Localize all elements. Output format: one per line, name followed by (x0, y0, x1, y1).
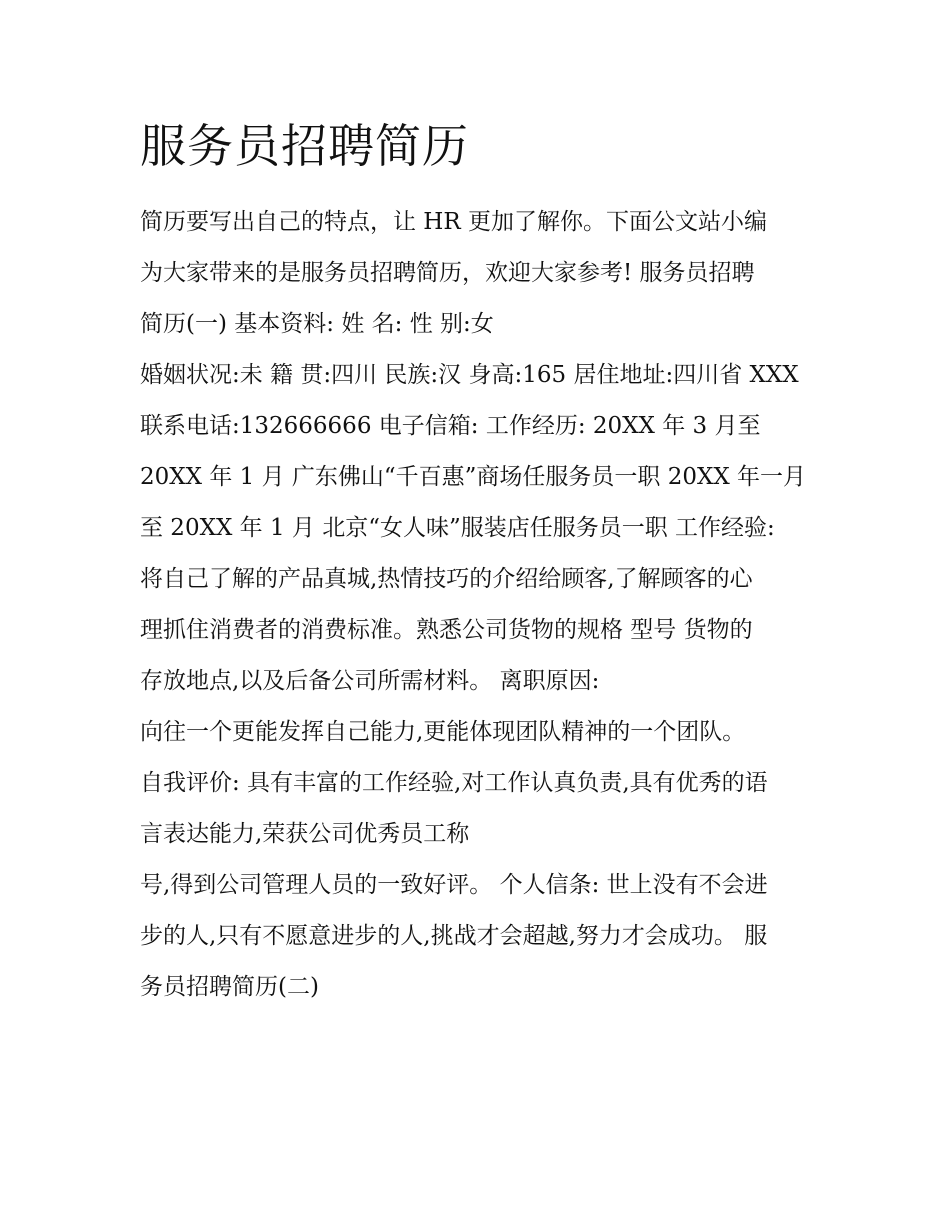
body-line: 务员招聘简历(二) (140, 974, 319, 1000)
body-line: 存放地点,以及后备公司所需材料。 离职原因: (140, 668, 600, 694)
body-line: 理抓住消费者的消费标准。熟悉公司货物的规格 型号 货物的 (140, 617, 753, 643)
body-line: 简历(一) 基本资料: 姓 名: 性 别:女 (140, 311, 494, 337)
body-line: 20XX 年 1 月 广东佛山“千百惠”商场任服务员一职 20XX 年一月 (140, 464, 807, 490)
body-line: 自我评价: 具有丰富的工作经验,对工作认真负责,具有优秀的语 (140, 770, 768, 796)
body-line: 步的人,只有不愿意进步的人,挑战才会超越,努力才会成功。 服 (140, 923, 768, 949)
body-line: 为大家带来的是服务员招聘简历，欢迎大家参考! 服务员招聘 (140, 260, 755, 286)
body-line: 号,得到公司管理人员的一致好评。 个人信条: 世上没有不会进 (140, 872, 768, 898)
body-line: 婚姻状况:未 籍 贯:四川 民族:汉 身高:165 居住地址:四川省 XXX (140, 362, 799, 388)
body-line: 联系电话:132666666 电子信箱: 工作经历: 20XX 年 3 月至 (140, 413, 761, 439)
body-line: 简历要写出自己的特点，让 HR 更加了解你。下面公文站小编 (140, 209, 767, 235)
body-line: 将自己了解的产品真城,热情技巧的介绍给顾客,了解顾客的心 (140, 566, 753, 592)
document-body (140, 200, 820, 1016)
body-line: 至 20XX 年 1 月 北京“女人味”服装店任服务员一职 工作经验: (140, 515, 775, 541)
body-line: 向往一个更能发挥自己能力,更能体现团队精神的一个团队。 (140, 719, 746, 745)
body-line: 言表达能力,荣获公司优秀员工称 (140, 821, 470, 847)
document-title: 服务员招聘简历 (140, 119, 469, 173)
